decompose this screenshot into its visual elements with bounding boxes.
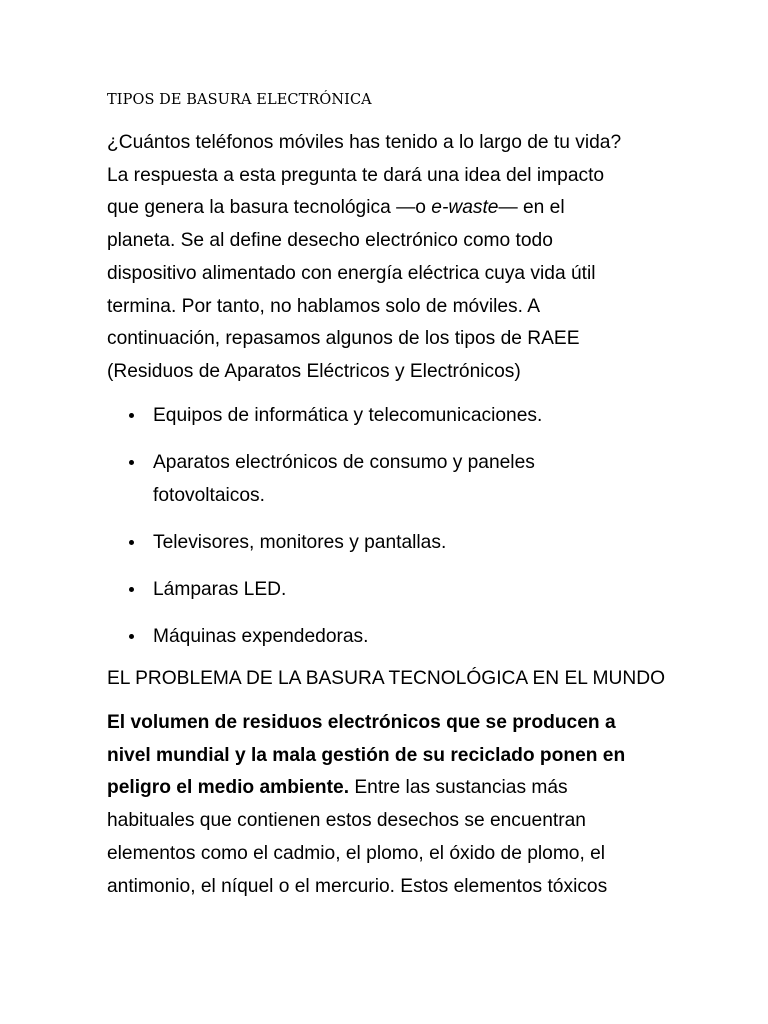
section-line-3-rest: Entre las sustancias más bbox=[349, 777, 568, 799]
list-item bbox=[107, 574, 667, 607]
section-line-6: antimonio, el níquel o el mercurio. Estos elementos tóxicos bbox=[107, 875, 608, 897]
list-item-text-continued: fotovoltaicos. bbox=[153, 484, 265, 506]
section-line-5: elementos como el cadmio, el plomo, el óxido de plomo, el bbox=[107, 842, 606, 864]
intro-line-1: ¿Cuántos teléfonos móviles has tenido a lo largo de tu vida? bbox=[107, 132, 622, 153]
intro-line-7: continuación, repasamos algunos de los tipos de RAEE bbox=[107, 328, 580, 350]
intro-line-6: termina. Por tanto, no hablamos solo de móviles. A bbox=[107, 295, 541, 317]
bullet-icon bbox=[129, 587, 134, 592]
list-item bbox=[107, 621, 667, 654]
bullet-icon bbox=[129, 460, 134, 465]
bullet-icon bbox=[129, 540, 134, 545]
document-title: TIPOS DE BASURA ELECTRÓNICA bbox=[107, 92, 372, 108]
list-item-text: Equipos de informática y telecomunicaciones. bbox=[153, 405, 543, 426]
intro-line-3 bbox=[107, 192, 667, 225]
list-item bbox=[107, 527, 667, 560]
intro-line-2: La respuesta a esta pregunta te dará una idea del impacto bbox=[107, 164, 605, 186]
list-item bbox=[107, 400, 667, 433]
section-line-4: habituales que contienen estos desechos se encuentran bbox=[107, 810, 586, 832]
section-heading: EL PROBLEMA DE LA BASURA TECNOLÓGICA EN EL MUNDO bbox=[107, 668, 666, 689]
list-item-text: Aparatos electrónicos de consumo y paneles bbox=[153, 452, 535, 473]
list-item bbox=[107, 447, 667, 512]
intro-line-3-start: que genera la basura tecnológica —o bbox=[107, 197, 432, 219]
list-item-text: Máquinas expendedoras. bbox=[153, 625, 369, 647]
section-paragraph bbox=[107, 707, 677, 903]
list-item-text: Televisores, monitores y pantallas. bbox=[153, 531, 447, 553]
section-line-3 bbox=[107, 772, 677, 805]
raee-types-list bbox=[107, 400, 667, 668]
section-bold-line-3: peligro el medio ambiente. bbox=[107, 777, 350, 799]
intro-line-3-end: — en el bbox=[498, 197, 565, 219]
e-waste-term: e-waste bbox=[431, 197, 499, 219]
section-bold-line-1: El volumen de residuos electrónicos que se producen a bbox=[107, 712, 616, 733]
intro-line-4: planeta. Se al define desecho electrónico como todo bbox=[107, 230, 553, 252]
section-bold-line-2: nivel mundial y la mala gestión de su reciclado ponen en bbox=[107, 744, 626, 766]
intro-paragraph bbox=[107, 127, 667, 389]
bullet-icon bbox=[129, 413, 134, 418]
bullet-icon bbox=[129, 634, 134, 639]
intro-line-5: dispositivo alimentado con energía eléctrica cuya vida útil bbox=[107, 262, 596, 284]
intro-line-8: (Residuos de Aparatos Eléctricos y Electrónicos) bbox=[107, 360, 521, 382]
list-item-text: Lámparas LED. bbox=[153, 578, 287, 600]
